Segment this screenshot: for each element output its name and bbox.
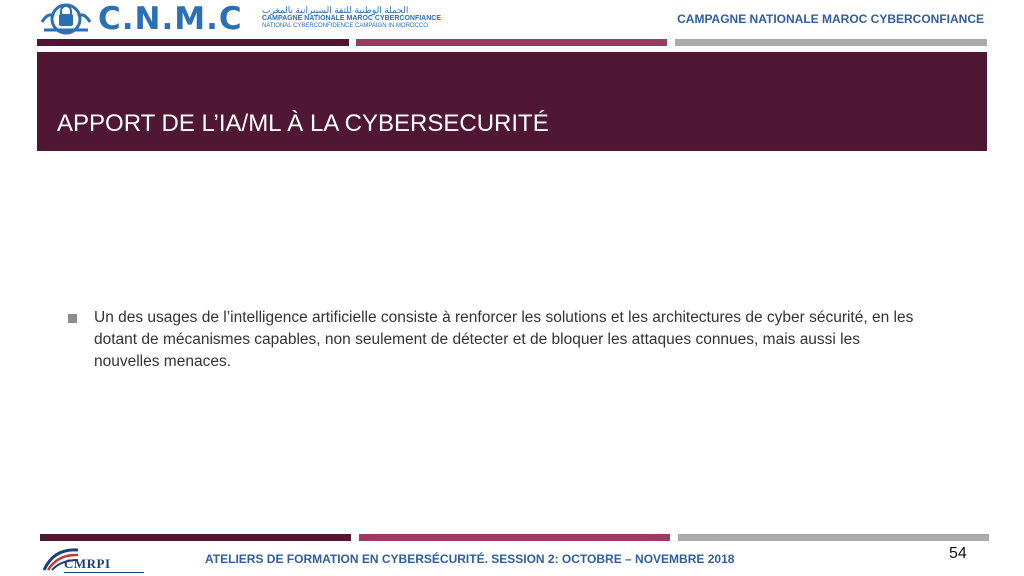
top-bar-dark [37,39,349,46]
slide-title: APPORT DE L’IA/ML À LA CYBERSECURITÉ [57,110,549,137]
page-number: 54 [949,545,967,562]
bottom-bar-gray [678,534,989,541]
logo-mark: C.N.M.C [98,1,243,37]
bullet-text: Un des usages de l’intelligence artificielle consiste à renforcer les solutions et les architectures de cyber sécurité, en les dotant de mécanismes capables, non seulement de détecter et de bloquer les attaques connues, mais aussi les nouvelles menaces. [94,309,914,370]
header-title: CAMPAGNE NATIONALE MAROC CYBERCONFIANCE [677,12,984,26]
logo-tagline [262,5,472,30]
cmrpi-underline [64,572,144,573]
bottom-bar-dark [40,534,351,541]
cnmc-logo [40,2,460,36]
bullet-icon [68,314,77,323]
top-bar-magenta [356,39,667,46]
cmrpi-logo [40,544,150,576]
logo-french: CAMPAGNE NATIONALE MAROC CYBERCONFIANCE [262,15,442,22]
title-band [37,52,987,151]
bottom-bar-magenta [359,534,670,541]
shield-emblem-icon [40,2,92,36]
footer-text: ATELIERS DE FORMATION EN CYBERSÉCURITÉ. SESSION 2: OCTOBRE – NOVEMBRE 2018 [205,552,735,566]
logo-english: NATIONAL CYBERCONFIDENCE CAMPAIGN IN MOROCCO [262,23,428,29]
logo-arabic: الحملة الوطنية للثقة السيبرانية بالمغرب [262,5,409,15]
cmrpi-text: CMRPI [64,556,111,571]
top-bar-gray [675,39,987,46]
